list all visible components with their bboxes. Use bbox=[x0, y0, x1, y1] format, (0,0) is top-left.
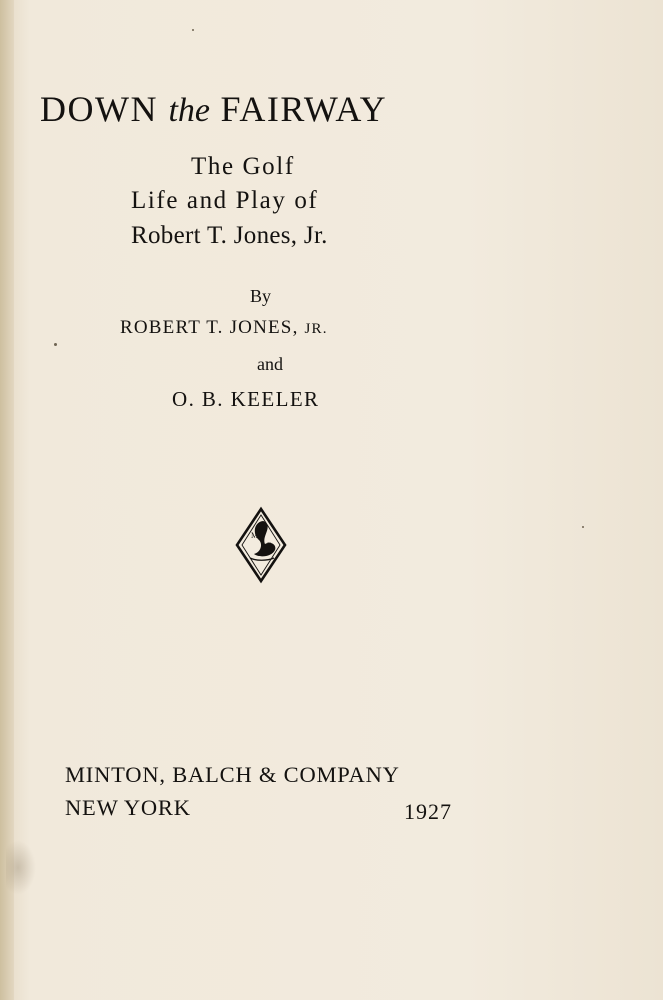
and-label: and bbox=[257, 354, 283, 374]
subtitle-line-3: Robert T. Jones, Jr. bbox=[131, 222, 328, 249]
paper-speck bbox=[54, 343, 57, 346]
author-jones-suffix: JR. bbox=[304, 321, 328, 337]
paper-speck bbox=[582, 526, 584, 528]
title-word-the: the bbox=[168, 92, 211, 129]
logo-letter-b: B bbox=[267, 541, 273, 550]
by-label: By bbox=[250, 286, 272, 306]
book-title bbox=[40, 88, 387, 130]
subtitle-line-2: Life and Play of bbox=[131, 187, 319, 214]
publication-year: 1927 bbox=[404, 799, 452, 824]
author-keeler: O. B. KEELER bbox=[172, 387, 320, 411]
publisher-name: MINTON, BALCH & COMPANY bbox=[65, 762, 400, 787]
author-jones-name: ROBERT T. JONES, bbox=[120, 317, 299, 338]
subtitle-line-1: The Golf bbox=[191, 153, 295, 180]
edge-stain bbox=[6, 840, 36, 895]
logo-letter-m: M bbox=[251, 531, 259, 540]
paper-speck bbox=[192, 29, 194, 31]
swan-diamond-icon bbox=[234, 506, 288, 584]
title-word-fairway: FAIRWAY bbox=[220, 89, 388, 129]
publisher-city: NEW YORK bbox=[65, 795, 191, 820]
title-word-down: DOWN bbox=[40, 89, 158, 129]
author-jones bbox=[120, 317, 328, 339]
